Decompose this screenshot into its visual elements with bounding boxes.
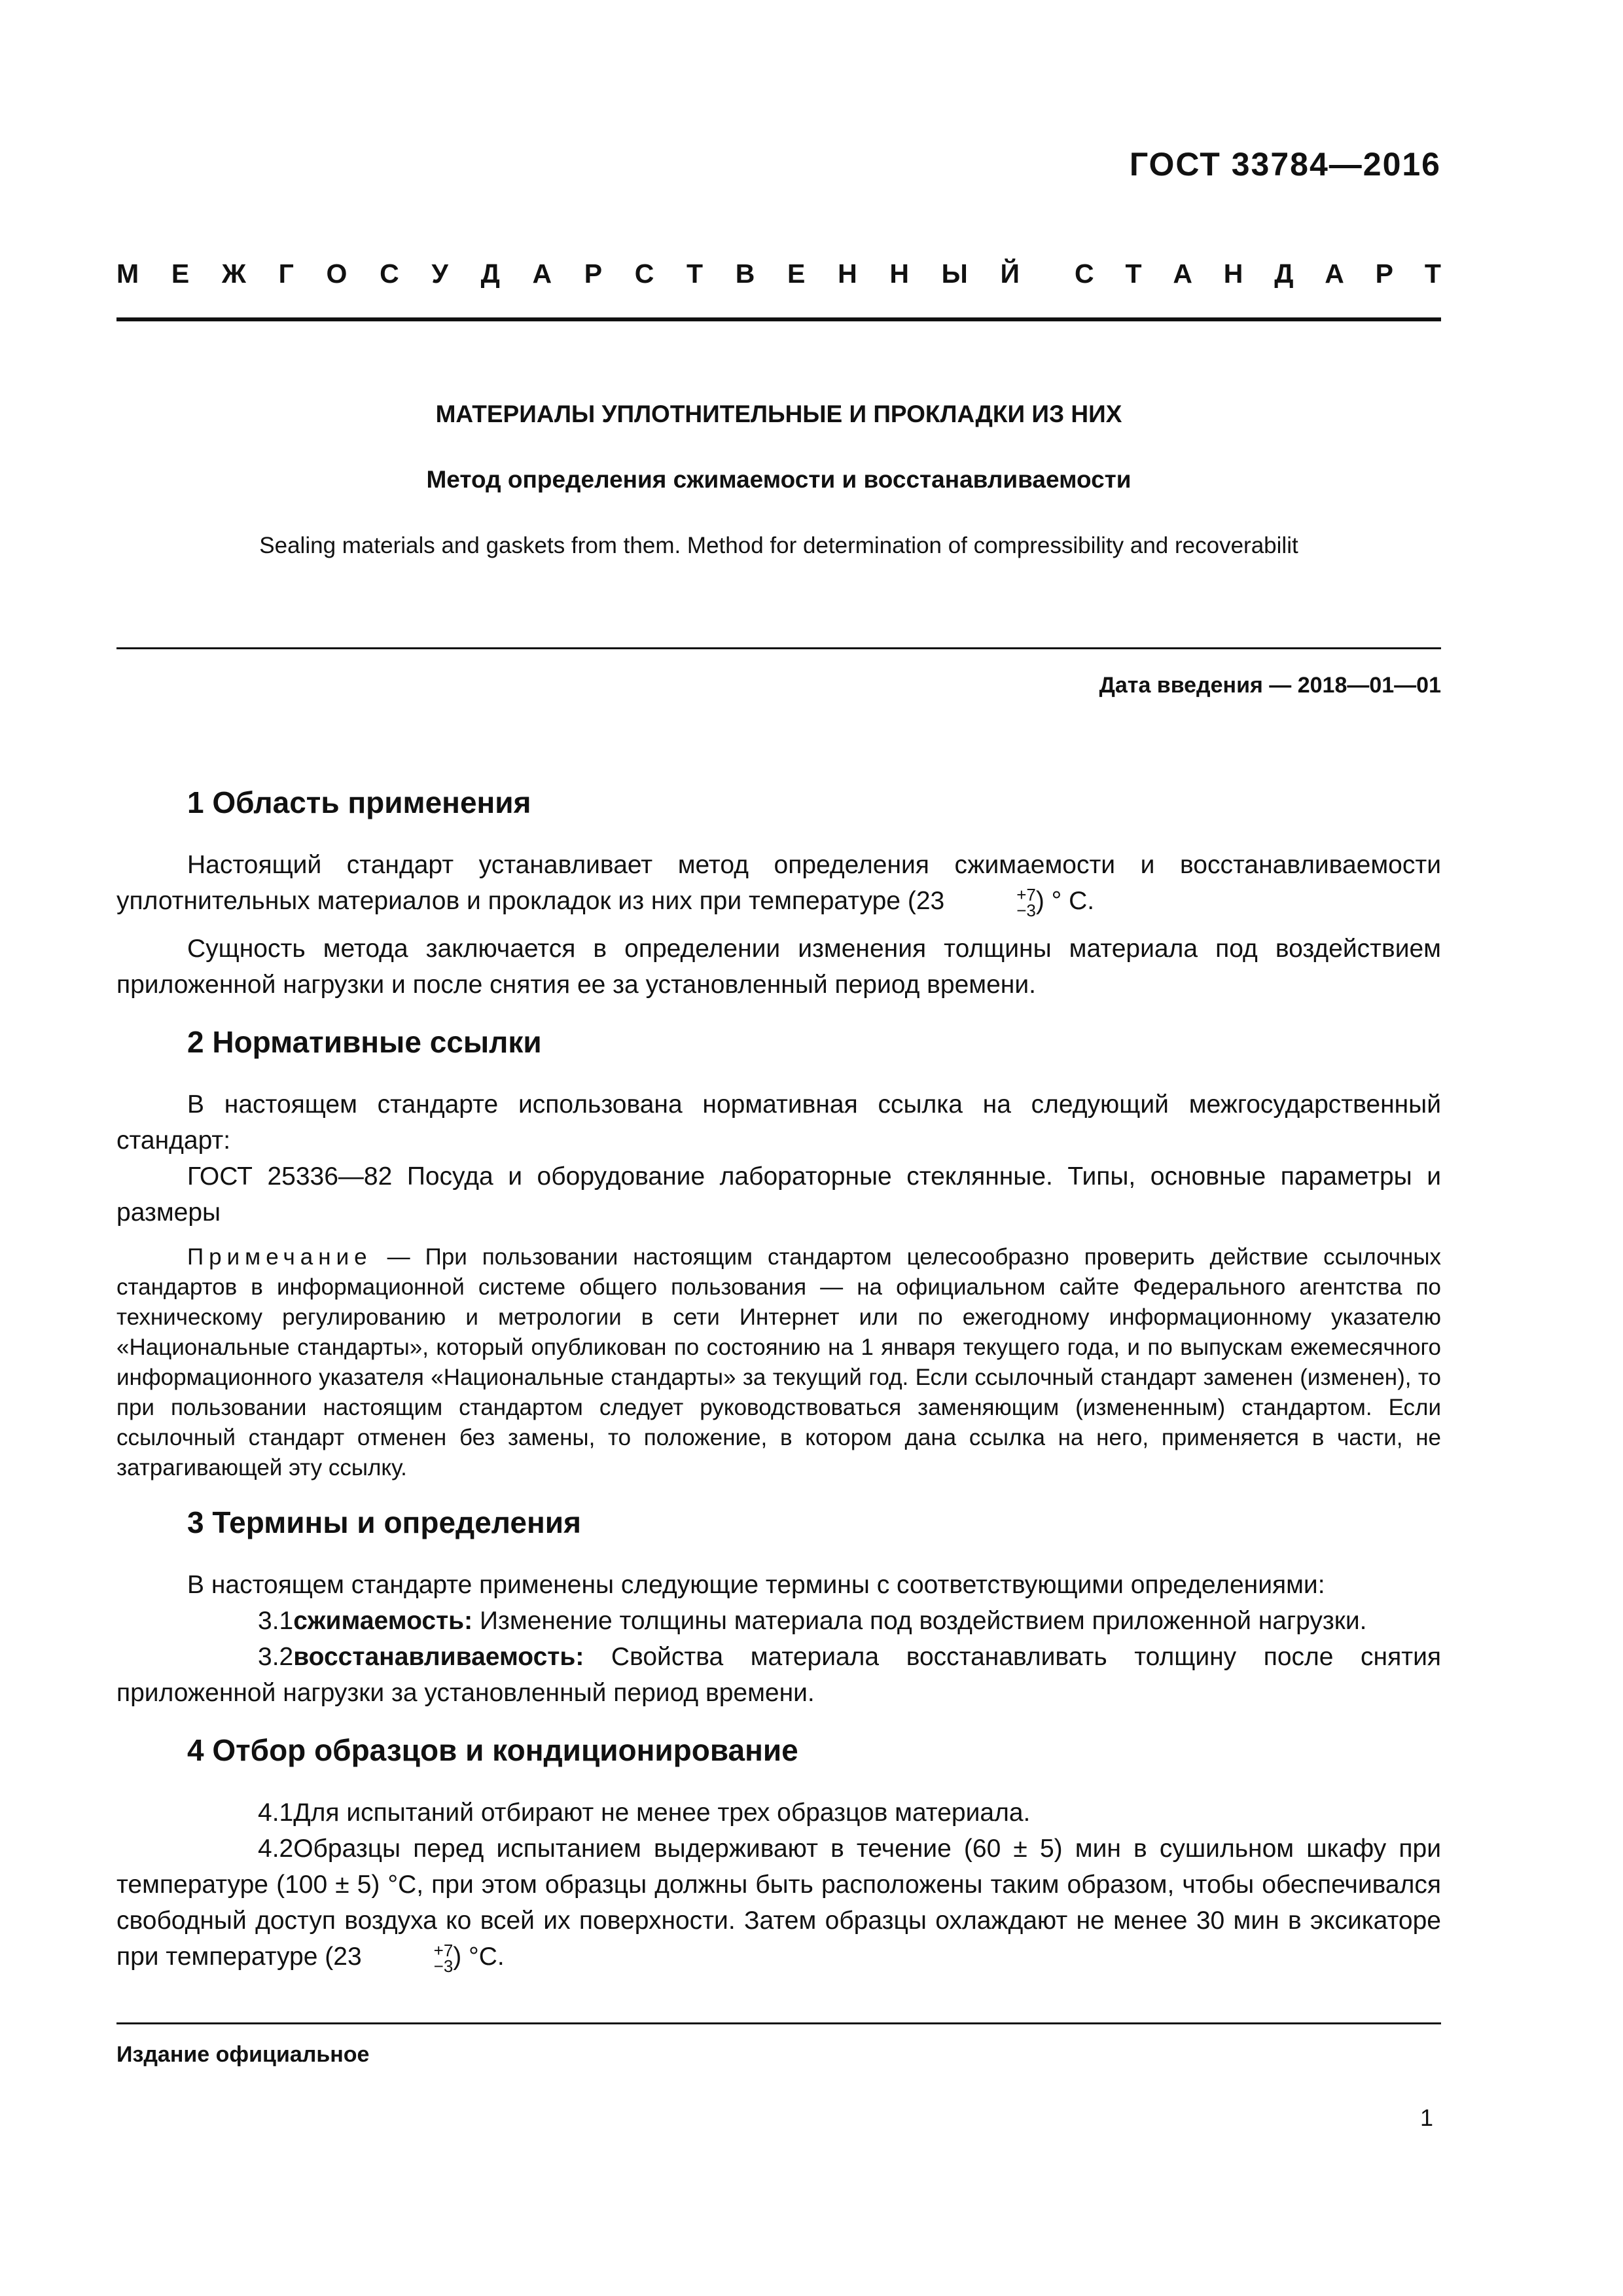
section-1-paragraph-1: [116, 847, 1441, 919]
document-number: ГОСТ 33784—2016: [1129, 146, 1441, 183]
edition-label: Издание официальное: [116, 2042, 370, 2067]
term-3-2: [116, 1639, 1441, 1711]
clause-4-2-tail: ) °С.: [453, 1943, 505, 1971]
clause-4-1: [116, 1795, 1441, 1831]
standard-type-word-2: С Т А Н Д А Р Т: [1075, 259, 1441, 289]
standard-type-word-1: М Е Ж Г О С У Д А Р С Т В Е Н Н Ы Й: [116, 259, 1020, 289]
section-3-paragraph-1: В настоящем стандарте применены следующие термины с соответствующими определениями:: [187, 1571, 1325, 1599]
clause-4-2-number: 4.2: [258, 1835, 294, 1863]
section-2-note: [116, 1242, 1441, 1483]
tolerance-upper-2: +7: [433, 1940, 454, 1960]
clause-4-1-number: 4.1: [258, 1799, 294, 1827]
section-2-paragraph-1: В настоящем стандарте использована нормативная ссылка на следующий межгосударственный стандарт:: [116, 1090, 1441, 1155]
term-3-2-term: восстанавливаемость:: [293, 1643, 584, 1671]
clause-4-1-text: Для испытаний отбирают не менее трех образцов материала.: [293, 1799, 1031, 1827]
section-1-p1-text: Настоящий стандарт устанавливает метод определения сжимаемости и восстанавливаемости уплотнительных материалов и прокладок из них при температуре (23: [116, 851, 1441, 915]
section-1-paragraph-2: Сущность метода заключается в определении изменения толщины материала под воздействием приложенной нагрузки и после снятия ее за установленный период времени.: [116, 935, 1441, 999]
document-body: [116, 783, 1441, 1975]
introduction-date: Дата введения — 2018—01—01: [1099, 673, 1441, 698]
tolerance-lower-2: −3: [433, 1956, 454, 1976]
term-3-1-term: сжимаемость:: [293, 1607, 473, 1635]
tolerance-upper: +7: [1016, 884, 1036, 905]
tolerance-fraction-2: [363, 1940, 454, 1976]
section-4-heading: 4 Отбор образцов и кондиционирование: [187, 1733, 798, 1767]
tolerance-lower: −3: [1016, 900, 1036, 920]
standard-type-heading: [116, 259, 1441, 289]
section-1-p1-tail: ) ° С.: [1035, 887, 1095, 915]
term-3-2-number: 3.2: [258, 1643, 294, 1671]
section-3-heading: 3 Термины и определения: [187, 1505, 581, 1539]
footer-divider: [116, 2022, 1441, 2024]
title-divider: [116, 647, 1441, 649]
section-1-heading: 1 Область применения: [187, 785, 531, 819]
note-text: — При пользовании настоящим стандартом целесообразно проверить действие ссылочных стандартов в информационной системе общего пользования — на официальном сайте Федерального агентства по техническому регулированию и метрологии в сети Интернет или по ежегодному информационному указателю «Национальные стандарты», который опубликован по состоянию на 1 января текущего года, и по выпускам ежемесячного информационного указателя «Национальные стандарты» за текущий год. Если ссылочный стандарт заменен (изменен), то при пользовании настоящим стандартом следует руководствоваться заменяющим (измененным) стандартом. Если ссылочный стандарт отменен без замены, то положение, в котором дана ссылка на него, применяется в части, не затрагивающей эту ссылку.: [116, 1244, 1441, 1480]
document-title: МАТЕРИАЛЫ УПЛОТНИТЕЛЬНЫЕ И ПРОКЛАДКИ ИЗ НИХ: [435, 401, 1122, 427]
clause-4-2: [116, 1831, 1441, 1975]
clause-4-2-text: Образцы перед испытанием выдерживают в течение (60 ± 5) мин в сушильном шкафу при температуре (100 ± 5) °С, при этом образцы должны быть расположены таким образом, чтобы обеспечивался свободный доступ воздуха ко всей их поверхности. Затем образцы охлаждают не менее 30 мин в эксикаторе при температуре (23: [116, 1835, 1441, 1971]
document-subtitle: Метод определения сжимаемости и восстанавливаемости: [426, 466, 1132, 493]
tolerance-fraction: [946, 884, 1036, 920]
term-3-1-number: 3.1: [258, 1607, 294, 1635]
document-title-english: Sealing materials and gaskets from them. Method for determination of compressibility and recoverabilit: [259, 533, 1298, 558]
page-number: 1: [1419, 2104, 1433, 2131]
note-label: Примечание: [187, 1244, 372, 1270]
section-2-heading: 2 Нормативные ссылки: [187, 1025, 542, 1059]
term-3-2-definition: Свойства материала восстанавливать толщину после снятия приложенной нагрузки за установленный период времени.: [116, 1643, 1441, 1707]
term-3-1: [116, 1603, 1441, 1639]
term-3-1-definition: Изменение толщины материала под воздействием приложенной нагрузки.: [479, 1607, 1367, 1635]
top-divider: [116, 317, 1441, 321]
section-2-reference: ГОСТ 25336—82 Посуда и оборудование лабораторные стеклянные. Типы, основные параметры и размеры: [116, 1162, 1441, 1227]
